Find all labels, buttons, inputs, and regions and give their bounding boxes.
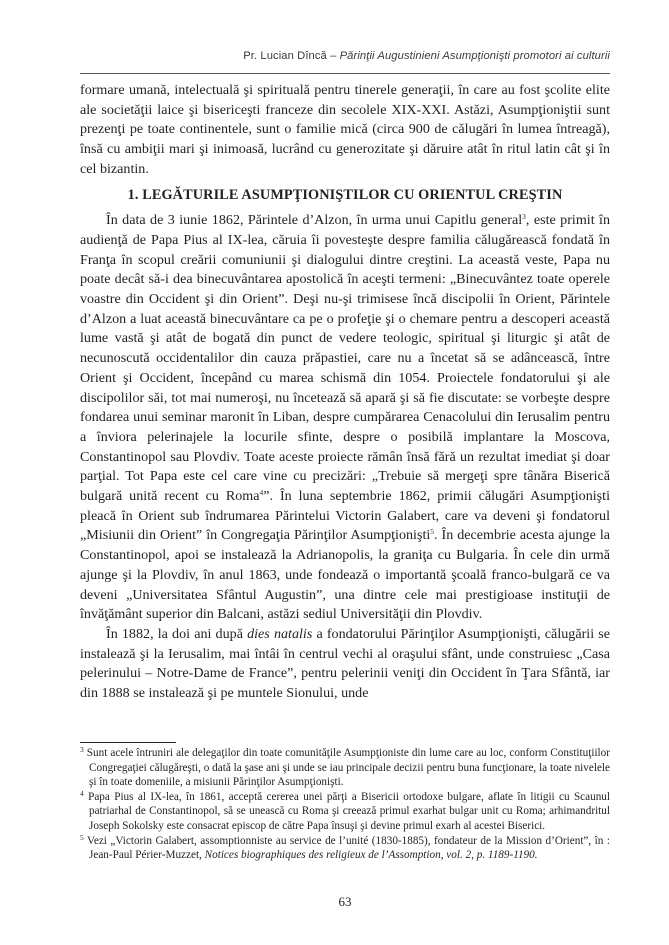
paragraph-1 xyxy=(80,211,610,625)
paragraph-1-part-1: În data de 3 iunie 1862, Părintele d’Alzon, în urma unui Capitlu general xyxy=(106,212,523,229)
footnote-rule xyxy=(80,742,176,743)
footnote-ref-4[interactable]: 4 xyxy=(259,488,264,498)
intro-paragraph: formare umană, intelectuală şi spirituală pentru tinerele generaţii, în care au fost şcolite elite ale societăţii laice şi bisericeşti franceze din secolele XIX-XXI. Astăzi, Asumpţioniştii sunt prezenţi pe toate continentele, sunt o familie mică (circa 900 de călugări în lumea întreagă), însă cu ambiţii mari şi inimoasă, lucrând cu generozitate şi dăruire atât în ritul latin cât şi în cel bizantin. xyxy=(80,82,610,177)
footnote-text: Sunt acele întruniri ale delegaţilor din toate comunităţile Asumpţioniste din lume care au loc, conform Constituţiilor Congregaţiei călugăreşti, o dată la şase ani şi unde se iau principale decizii pentru buna funcţionare, la toate nivelele şi în toate domeniile, a misiunii Părinţilor Asumpţionişti. xyxy=(83,747,610,789)
section-title: 1. LEGĂTURILE ASUMPŢIONIŞTILOR CU ORIENTUL CREŞTIN xyxy=(127,186,563,203)
header-author: Pr. Lucian Dîncă xyxy=(243,50,327,62)
header-rule xyxy=(80,73,610,74)
footnote-citation-italic: Notices biographiques des religieux de l’Assomption, vol. 2, p. 1189-1190. xyxy=(204,849,538,862)
footnote-3 xyxy=(80,746,610,790)
paragraph-1-part-2: , este primit în audienţă de Papa Pius al IX-lea, căruia îi povesteşte despre familia călugărească fondată în Franţa în scopul creării comuniunii şi dialogului dintre creştini. La această veste, Papa nu poate decât să-i dea binecuvântarea apostolică în aceşti termeni: „Binecuvântez toate operele voastre din Occident şi din Orient”. Deşi nu-şi trimisese încă discipolii în Orient, Părintele d’Alzon a luat această binecuvântare ca pe o profeţie şi o chemare pentru a descoperi această lume vastă şi atât de bogată din punct de vedere teologic, spiritual şi liturgic şi atât de necunoscută occidentalilor din cauza prăpastiei, care nu a încetat să se adâncească, între Orient şi Occident, începând cu marea schismă din 1054. Proiectele fondatorului şi ale discipolilor săi, tot mai numeroşi, nu încetează să apară şi să fie discutate: se vorbeşte despre fondarea unui seminar maronit în Liban, despre cumpărarea Cenacolului din Ierusalim pentru a înviora pelerinajele la locurile sfinte, despre o posibilă implantare la Moscova, Constantinopol sau Plovdiv. Toate aceste proiecte rămân însă fără un rezultat imediat şi doar parţial. Tot Papa este cel care vine cu precizări: „Trebuie să mergeţi spre tânăra Biserică bulgară unită recent cu Roma xyxy=(80,212,610,505)
footnote-ref-5[interactable]: 5 xyxy=(430,527,435,537)
footnote-number: 3 xyxy=(80,745,84,754)
main-text xyxy=(80,81,610,704)
footnote-text: Papa Pius al IX-lea, în 1861, acceptă cererea unei părţi a Bisericii ortodoxe bulgare, aflate în litigii cu Scaunul patriarhal de Constantinopol, să se unească cu Roma şi creează primul exarhat bulgar unit cu Roma; arhimandritul Joseph Sokolsky este consacrat episcop de către Papa însuşi şi devine primul exarh al acestei Biserici. xyxy=(83,790,610,832)
header-separator: – xyxy=(326,50,340,62)
footnote-number: 4 xyxy=(80,788,84,798)
header-title: Părinţii Augustinieni Asumpţionişti promotori ai culturii xyxy=(339,50,610,62)
footnote-text: Vezi „Victorin Galabert, assomptionniste au service de l’unité (1830-1885), fondateur de la Mission d’Orient”, în : Jean-Paul Périer-Muzzet, xyxy=(83,834,610,862)
paragraph-1-part-3: ”. În luna septembrie 1862, primii călugări Asumpţionişti pleacă în Orient sub îndrumarea Părintelui Victorin Galabert, care va deveni şi fondatorul „Misiunii din Orient” în Congregaţia Părinţilor Asumpţionişti xyxy=(80,488,610,544)
paragraph-2-italic: dies natalis xyxy=(247,625,313,642)
footnote-ref-3[interactable]: 3 xyxy=(522,212,526,222)
running-header xyxy=(243,50,610,62)
footnote-5 xyxy=(80,834,610,863)
footnote-number: 5 xyxy=(80,832,84,842)
paragraph-2 xyxy=(80,625,610,704)
footnote-4 xyxy=(80,790,610,834)
page-number: 63 xyxy=(338,894,352,909)
paragraph-2-part-2: a fondatorului Părinţilor Asumpţionişti, călugării se instalează şi la Ierusalim, mai întâi în centrul vechi al oraşului sfânt, unde construiesc „Casa pelerinului – Notre-Dame de France”, pentru pelerinii veniţi din Occident în Ţara Sfântă, iar din 1888 se instalează şi pe muntele Sionului, unde xyxy=(80,625,610,702)
footnotes xyxy=(80,746,610,863)
paragraph-1-part-4: . În decembrie acesta ajunge la Constantinopol, apoi se instalează la Adrianopolis, la graniţa cu Bulgaria. În cele din urmă ajunge şi la Plovdiv, în anul 1863, unde fondează o importantă şcoală franco-bulgară ce va deveni „Universitatea Sfântul Augustin”, una dintre cele mai prestigioase instituţii de învăţământ superior din Balcani, astăzi sediul Universităţii din Plovdiv. xyxy=(80,527,610,623)
paragraph-2-part-1: În 1882, la doi ani după xyxy=(106,625,248,642)
